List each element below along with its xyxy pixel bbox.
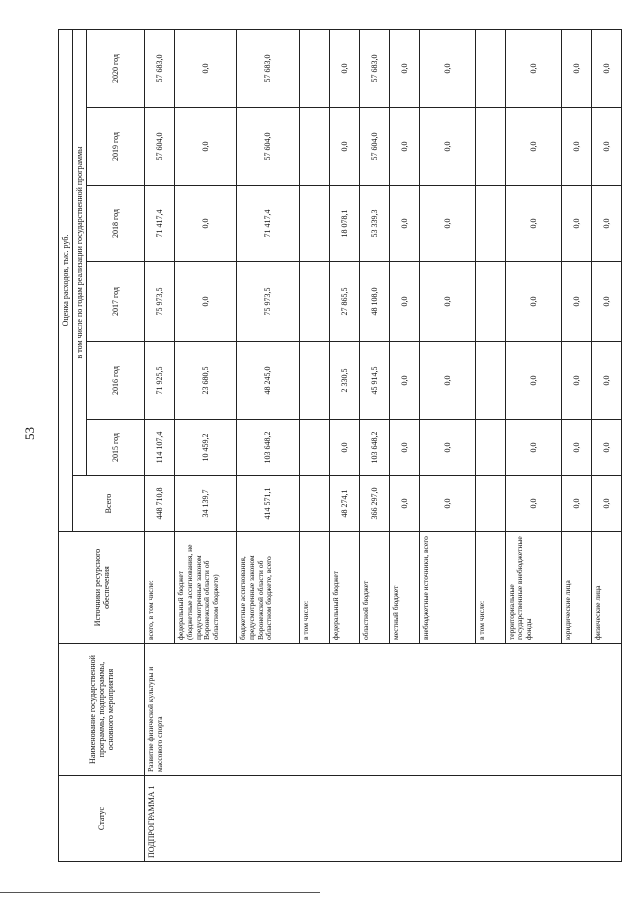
total-cell <box>299 476 329 532</box>
value-cell: 103 648,2 <box>359 420 389 476</box>
value-cell: 0,0 <box>505 262 561 342</box>
value-cell: 0,0 <box>175 29 237 107</box>
total-cell: 0,0 <box>591 476 621 532</box>
program-name-cell: Развитие физической культуры и массового спорта <box>145 644 622 776</box>
value-cell: 0,0 <box>561 342 591 420</box>
value-cell: 0,0 <box>591 262 621 342</box>
value-cell: 10 459,2 <box>175 420 237 476</box>
value-cell: 57 604,0 <box>237 108 299 186</box>
value-cell: 0,0 <box>561 420 591 476</box>
value-cell <box>299 29 329 107</box>
source-cell: физические лица <box>591 532 621 644</box>
value-cell: 48 108,0 <box>359 262 389 342</box>
value-cell: 45 914,5 <box>359 342 389 420</box>
value-cell: 75 973,5 <box>145 262 175 342</box>
source-cell: внебюджетные источники, всего <box>419 532 475 644</box>
source-cell: федеральный бюджет (бюджетные ассигнования, не предусмотренные законом Воронежской области об областном бюджете) <box>175 532 237 644</box>
value-cell: 0,0 <box>561 262 591 342</box>
value-cell: 0,0 <box>561 29 591 107</box>
header-year-2016: 2016 год <box>87 342 145 420</box>
value-cell: 0,0 <box>175 262 237 342</box>
total-cell: 366 297,0 <box>359 476 389 532</box>
value-cell: 0,0 <box>175 108 237 186</box>
value-cell: 0,0 <box>419 186 475 262</box>
table-row <box>145 29 175 861</box>
value-cell: 0,0 <box>419 420 475 476</box>
value-cell: 57 604,0 <box>145 108 175 186</box>
total-cell: 0,0 <box>389 476 419 532</box>
value-cell: 18 078,1 <box>329 186 359 262</box>
source-cell: в том числе: <box>475 532 505 644</box>
value-cell: 0,0 <box>561 186 591 262</box>
value-cell: 0,0 <box>329 108 359 186</box>
value-cell: 48 245,0 <box>237 342 299 420</box>
value-cell <box>475 108 505 186</box>
value-cell: 0,0 <box>389 420 419 476</box>
total-cell: 414 571,1 <box>237 476 299 532</box>
value-cell <box>475 186 505 262</box>
value-cell <box>475 420 505 476</box>
value-cell: 0,0 <box>591 186 621 262</box>
total-cell: 448 710,8 <box>145 476 175 532</box>
value-cell: 71 925,5 <box>145 342 175 420</box>
value-cell: 57 604,0 <box>359 108 389 186</box>
source-cell: бюджетные ассигнования, предусмотренные законом Воронежской области об областном бюджете, всего <box>237 532 299 644</box>
header-by-years: в том числе по годам реализации государственной программы <box>73 29 87 475</box>
total-cell <box>475 476 505 532</box>
source-cell: областной бюджет <box>359 532 389 644</box>
value-cell <box>299 420 329 476</box>
source-cell: всего, в том числе: <box>145 532 175 644</box>
header-program-name: Наименование государственной программы, подпрограммы, основного мероприятия <box>59 644 145 776</box>
value-cell: 0,0 <box>389 342 419 420</box>
value-cell: 0,0 <box>505 420 561 476</box>
value-cell: 0,0 <box>591 342 621 420</box>
status-cell: ПОДПРОГРАММА 1 <box>145 776 622 862</box>
value-cell: 0,0 <box>505 108 561 186</box>
value-cell: 0,0 <box>419 108 475 186</box>
value-cell: 53 339,3 <box>359 186 389 262</box>
table-body <box>145 29 622 861</box>
value-cell: 0,0 <box>561 108 591 186</box>
value-cell <box>475 342 505 420</box>
value-cell: 27 865,5 <box>329 262 359 342</box>
header-year-2020: 2020 год <box>87 29 145 107</box>
header-total: Всего <box>73 476 145 532</box>
value-cell <box>299 186 329 262</box>
expense-table <box>58 29 622 862</box>
value-cell: 0,0 <box>591 29 621 107</box>
value-cell <box>299 342 329 420</box>
value-cell: 0,0 <box>329 420 359 476</box>
source-cell: местный бюджет <box>389 532 419 644</box>
value-cell: 57 683,0 <box>145 29 175 107</box>
value-cell: 2 330,5 <box>329 342 359 420</box>
value-cell: 0,0 <box>505 186 561 262</box>
value-cell: 114 107,4 <box>145 420 175 476</box>
total-cell: 0,0 <box>561 476 591 532</box>
header-year-2015: 2015 год <box>87 420 145 476</box>
total-cell: 0,0 <box>419 476 475 532</box>
header-sources: Источники ресурсного обеспечения <box>59 532 145 644</box>
value-cell: 0,0 <box>329 29 359 107</box>
total-cell: 0,0 <box>505 476 561 532</box>
header-status: Статус <box>59 776 145 862</box>
value-cell: 0,0 <box>389 186 419 262</box>
header-year-2018: 2018 год <box>87 186 145 262</box>
value-cell: 0,0 <box>591 108 621 186</box>
header-year-2019: 2019 год <box>87 108 145 186</box>
page-number: 53 <box>22 427 37 440</box>
bottom-divider <box>0 892 320 893</box>
header-estimate: Оценка расходов, тыс. руб. <box>59 29 73 531</box>
value-cell <box>475 262 505 342</box>
source-cell: территориальные государственные внебюджетные фонды <box>505 532 561 644</box>
total-cell: 48 274,1 <box>329 476 359 532</box>
value-cell: 0,0 <box>419 342 475 420</box>
rotated-page-content <box>58 30 622 862</box>
value-cell: 0,0 <box>505 29 561 107</box>
value-cell: 0,0 <box>175 186 237 262</box>
value-cell: 103 648,2 <box>237 420 299 476</box>
value-cell <box>299 108 329 186</box>
header-year-2017: 2017 год <box>87 262 145 342</box>
value-cell: 0,0 <box>591 420 621 476</box>
source-cell: юридические лица <box>561 532 591 644</box>
value-cell: 71 417,4 <box>237 186 299 262</box>
value-cell: 0,0 <box>389 108 419 186</box>
value-cell: 0,0 <box>389 262 419 342</box>
value-cell: 23 680,5 <box>175 342 237 420</box>
value-cell: 75 973,5 <box>237 262 299 342</box>
source-cell: федеральный бюджет <box>329 532 359 644</box>
source-cell: в том числе: <box>299 532 329 644</box>
value-cell: 57 683,0 <box>237 29 299 107</box>
value-cell <box>299 262 329 342</box>
value-cell: 0,0 <box>419 262 475 342</box>
value-cell <box>475 29 505 107</box>
total-cell: 34 139,7 <box>175 476 237 532</box>
value-cell: 0,0 <box>505 342 561 420</box>
value-cell: 0,0 <box>419 29 475 107</box>
value-cell: 57 683,0 <box>359 29 389 107</box>
value-cell: 0,0 <box>389 29 419 107</box>
value-cell: 71 417,4 <box>145 186 175 262</box>
